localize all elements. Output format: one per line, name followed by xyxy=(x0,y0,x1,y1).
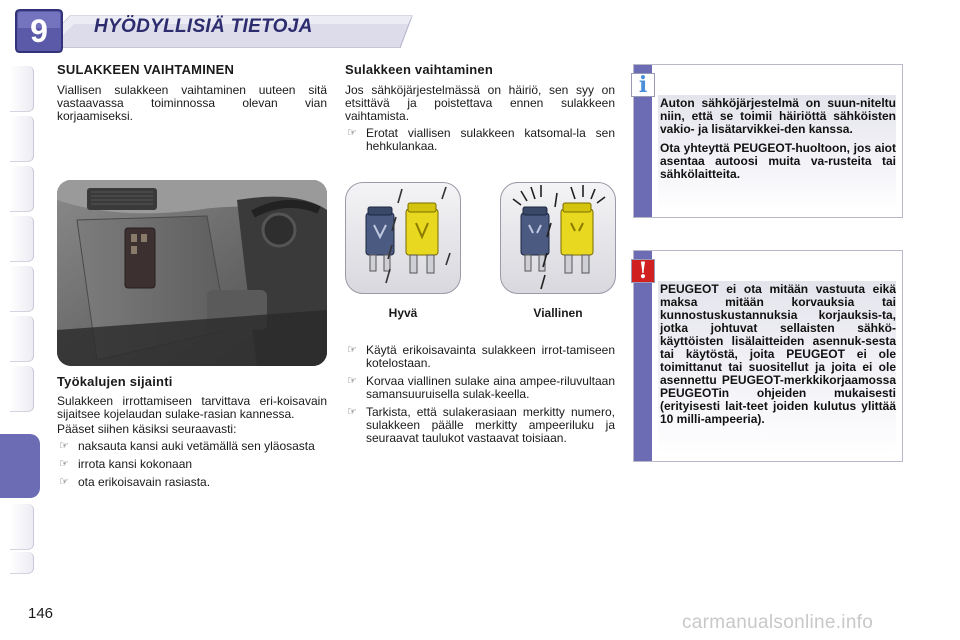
faulty-fuse-label: Viallinen xyxy=(533,306,583,320)
warning-text: PEUGEOT ei ota mitään vastuuta eikä maksa mitään korvauksia tai kunnostuskustannuksia korjauksis-ta, jotka johtuvat sellaisten sähkö-käyttöisten lisälaitteiden asennuk-sesta tai käytöstä, joita PEUGEOT ei ole toimittanut tai suositellut ja joita ei ole asennettu PEUGEOT-merkkikorjaamossa PEUGEOTin ohjeiden mukaisesti (erityisesti lait-teet joiden kulutus ylittää 10 milli-ampeeria). xyxy=(660,282,896,426)
page-number: 146 xyxy=(28,605,54,622)
pointing-hand-icon: ☞ xyxy=(59,458,69,470)
chapter-tab[interactable] xyxy=(10,552,34,574)
list-item: ☞ Korvaa viallinen sulake aina ampee-riluvultaan samansuuruisella sulak-keella. xyxy=(347,374,615,401)
chapter-tab-active[interactable] xyxy=(0,434,40,498)
pointing-hand-icon: ☞ xyxy=(347,406,357,418)
chapter-tab[interactable] xyxy=(10,166,34,212)
middle-column xyxy=(345,62,615,158)
tools-section xyxy=(57,374,327,494)
chapter-tab[interactable] xyxy=(10,116,34,162)
intro-text: Jos sähköjärjestelmässä on häiriö, sen syy on etsittävä ja poistettava ennen sulakkeen vaihtamista. xyxy=(345,83,615,123)
pointing-hand-icon: ☞ xyxy=(347,344,357,356)
tools-text: Pääset siihen käsiksi seuraavasti: xyxy=(57,422,237,436)
warning-icon xyxy=(631,259,655,283)
info-panel xyxy=(633,64,903,218)
intro-text: Viallisen sulakkeen vaihtaminen uuteen sitä vastaavassa toiminnossa olevan vian korjaamiseksi. xyxy=(57,83,327,123)
fuse-steps xyxy=(345,127,615,153)
chapter-tab[interactable] xyxy=(10,66,34,112)
chapter-tabs xyxy=(0,64,40,584)
list-item: ☞ ota erikoisavain rasiasta. xyxy=(59,475,211,489)
steps-list xyxy=(345,344,615,445)
page-title: HYÖDYLLISIÄ TIETOJA xyxy=(94,16,313,37)
info-icon: i xyxy=(631,73,655,97)
panel-content xyxy=(658,95,896,211)
left-column xyxy=(57,62,327,123)
pointing-hand-icon: ☞ xyxy=(347,127,357,139)
good-fuse-illustration xyxy=(345,182,461,294)
section-heading: Työkalujen sijainti xyxy=(57,374,173,389)
section-heading: SULAKKEEN VAIHTAMINEN xyxy=(57,62,235,77)
chapter-tab[interactable] xyxy=(10,366,34,412)
faulty-fuse-illustration xyxy=(500,182,616,294)
pointing-hand-icon: ☞ xyxy=(59,476,69,488)
watermark: carmanualsonline.info xyxy=(682,612,874,633)
panel-content xyxy=(658,281,896,455)
pointing-hand-icon: ☞ xyxy=(347,375,357,387)
tools-text: Sulakkeen irrottamiseen tarvittava eri-koisavain sijaitsee kojelaudan sulake-rasian kannessa. xyxy=(57,394,327,421)
list-item: ☞ irrota kansi kokonaan xyxy=(59,457,193,471)
list-item: ☞ Tarkista, että sulakerasiaan merkitty numero, sulakkeen päälle merkitty ampeeriluku ja seuraavat taulukot vastaavat toisiaan. xyxy=(347,405,615,445)
dashboard-fusebox-photo xyxy=(57,180,327,366)
list-item: ☞ naksauta kansi auki vetämällä sen yläosasta xyxy=(59,439,315,453)
warning-panel xyxy=(633,250,903,462)
warning-glyph: ! xyxy=(638,258,648,284)
chapter-badge xyxy=(14,8,64,54)
info-text: Ota yhteyttä PEUGEOT-huoltoon, jos aiot asentaa autoosi muita va-rusteita tai sähkölaitteita. xyxy=(660,141,896,181)
good-fuse-label: Hyvä xyxy=(388,306,418,320)
fuse-replacement-steps xyxy=(345,340,615,450)
list-item: ☞ Käytä erikoisavainta sulakkeen irrot-tamiseen kotelostaan. xyxy=(347,343,615,370)
section-heading: Sulakkeen vaihtaminen xyxy=(345,62,493,77)
chapter-number: 9 xyxy=(30,12,48,49)
info-text: Auton sähköjärjestelmä on suun-niteltu niin, että se toimii häiriöttä sähköisten vakio- ja lisätarvikkei-den kanssa. xyxy=(660,96,896,136)
chapter-tab[interactable] xyxy=(10,266,34,312)
chapter-tab[interactable] xyxy=(10,316,34,362)
list-item: ☞ Erotat viallisen sulakkeen katsomal-la sen hehkulankaa. xyxy=(347,126,615,153)
chapter-tab[interactable] xyxy=(10,504,34,550)
tools-steps xyxy=(57,440,327,489)
chapter-tab[interactable] xyxy=(10,216,34,262)
pointing-hand-icon: ☞ xyxy=(59,440,69,452)
